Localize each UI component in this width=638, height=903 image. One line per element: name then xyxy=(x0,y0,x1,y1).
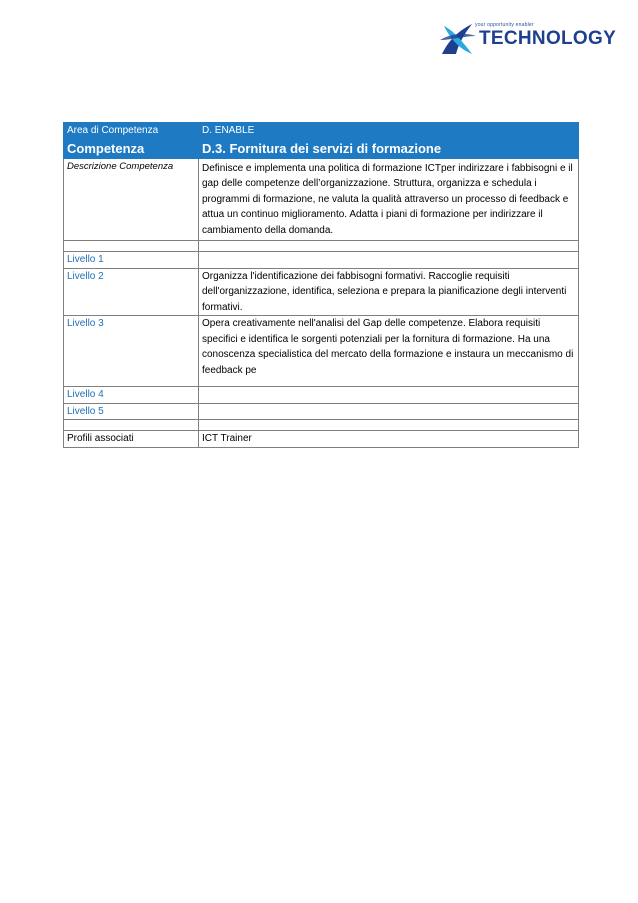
level-text: Opera creativamente nell'analisi del Gap delle competenze. Elabora requisiti specifici e identifica le sorgenti potenziali per la fornitura di formazione. Ha una conoscenza specialistica del mercato della formazione e instaura un meccanismo di feedback pe xyxy=(199,316,579,387)
level-label: Livello 4 xyxy=(64,387,199,404)
level-text xyxy=(199,387,579,404)
level-row xyxy=(64,403,579,420)
brand-logo xyxy=(438,18,624,58)
competence-table xyxy=(63,122,579,448)
spacer-row xyxy=(64,420,579,431)
x-swoosh-icon xyxy=(438,20,478,58)
profiles-row xyxy=(64,431,579,448)
level-row xyxy=(64,268,579,316)
level-text xyxy=(199,403,579,420)
spacer-cell xyxy=(199,420,579,431)
profiles-value: ICT Trainer xyxy=(199,431,579,448)
level-label: Livello 5 xyxy=(64,403,199,420)
spacer-cell xyxy=(64,420,199,431)
description-label: Descrizione Competenza xyxy=(64,158,199,241)
spacer-row xyxy=(64,241,579,252)
description-row xyxy=(64,158,579,241)
level-row xyxy=(64,252,579,269)
profiles-label: Profili associati xyxy=(64,431,199,448)
competence-row xyxy=(64,139,579,158)
area-value: D. ENABLE xyxy=(199,123,579,140)
level-row xyxy=(64,316,579,387)
area-row xyxy=(64,123,579,140)
competence-value: D.3. Fornitura dei servizi di formazione xyxy=(199,139,579,158)
logo-wordmark: TECHNOLOGY xyxy=(479,28,617,49)
level-label: Livello 2 xyxy=(64,268,199,316)
area-label: Area di Competenza xyxy=(64,123,199,140)
description-value: Definisce e implementa una politica di formazione ICTper indirizzare i fabbisogni e il gap delle competenze dell’organizzazione. Struttura, organizza e schedula i programmi di formazione, ne valuta la qualità attraverso un processo di feedback e attua un continuo miglioramento. Adatta i piani di formazione per indirizzare il cambiamento della domanda. xyxy=(199,158,579,241)
level-text: Organizza l'identificazione dei fabbisogni formativi. Raccoglie requisiti dell'organizzazione, identifica, seleziona e prepara la pianificazione degli interventi formativi. xyxy=(199,268,579,316)
spacer-cell xyxy=(199,241,579,252)
spacer-cell xyxy=(64,241,199,252)
level-text xyxy=(199,252,579,269)
level-label: Livello 3 xyxy=(64,316,199,387)
logo-tagline: your opportunity enabler xyxy=(475,22,534,28)
competence-label: Competenza xyxy=(64,139,199,158)
level-row xyxy=(64,387,579,404)
level-label: Livello 1 xyxy=(64,252,199,269)
